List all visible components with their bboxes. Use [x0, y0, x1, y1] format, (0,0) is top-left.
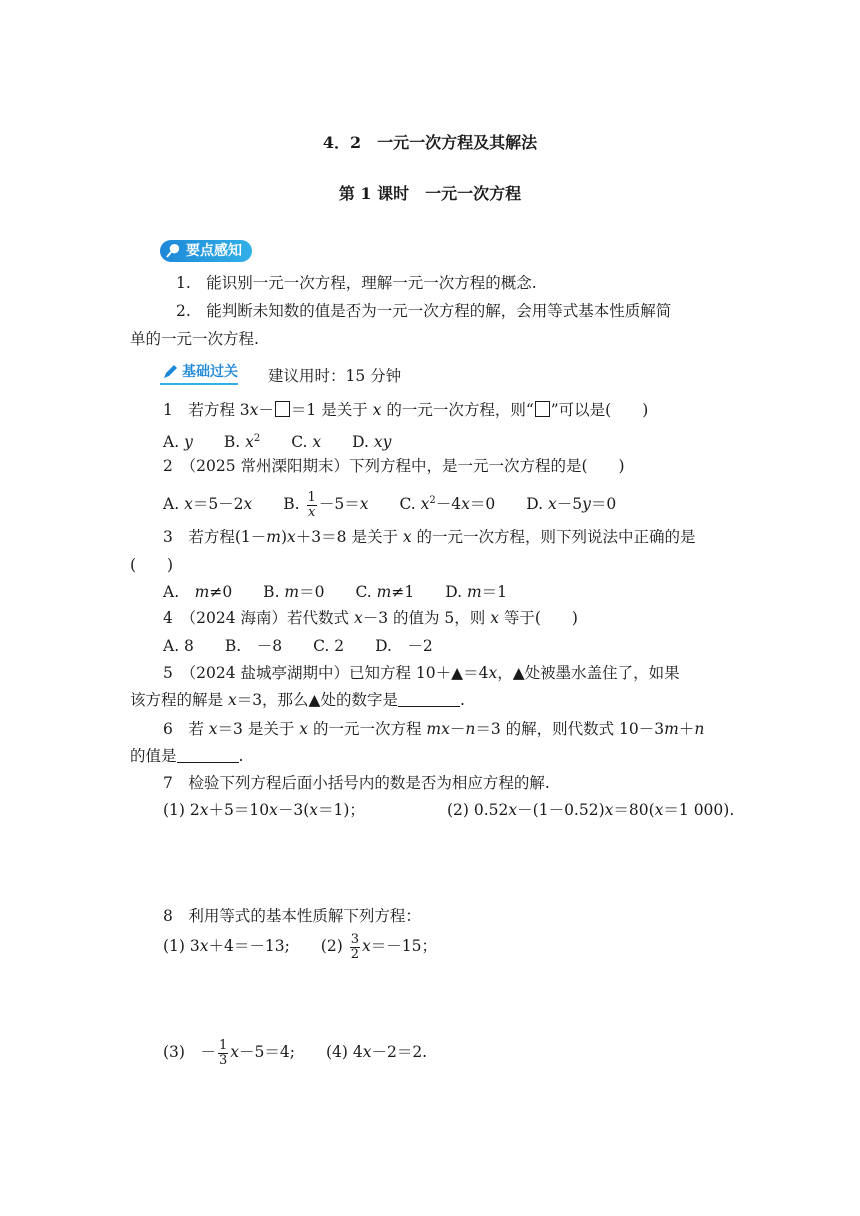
question-8: 8 利用等式的基本性质解下列方程： [163, 907, 421, 925]
question-8-row-1: (1) 3x＋4＝－13; (2) $\frac{3}{2}$ x＝－15； [163, 931, 437, 962]
basic-badge [160, 361, 238, 385]
key-point-2b: 单的一元一次方程. [130, 330, 259, 348]
lesson-title: 第 1 课时 一元一次方程 [338, 184, 522, 203]
key-point-2a: 2. 能判断未知数的值是否为一元一次方程的解，会用等式基本性质解简 [176, 302, 672, 320]
question-7-part-1: (1) 2x＋5＝10x－3(x＝1)； [163, 801, 365, 819]
key-points-label: 要点感知 [186, 243, 242, 259]
key-point-1: 1. 能识别一元一次方程，理解一元一次方程的概念. [176, 274, 537, 292]
question-7: 7 检验下列方程后面小括号内的数是否为相应方程的解. [163, 774, 550, 792]
question-5: 5 （2024 盐城亭湖期中）已知方程 10＋▲＝4x，▲处被墨水盖住了，如果 [163, 664, 680, 682]
key-points-badge [160, 240, 252, 262]
section-title: 4．2 一元一次方程及其解法 [322, 133, 538, 152]
question-3: 3 若方程(1－m)x＋3＝8 是关于 x 的一元一次方程，则下列说法中正确的是 [163, 528, 696, 546]
pencil-icon [162, 364, 178, 380]
question-2-options: A. x＝5－2x B. $\frac{1}{x}$ －5＝x C. $x^2-4x=0$ D. x－5y＝0 [163, 489, 617, 520]
question-4-options: A. 8 B. －8 C. 2 D. －2 [163, 637, 433, 655]
question-1-options: A. y B. $x^2$ C. x D. xy [163, 433, 392, 452]
question-2: 2 （2025 常州溧阳期末）下列方程中，是一元一次方程的是( ) [163, 457, 625, 475]
pushpin-icon [166, 243, 181, 258]
question-8-row-2: (3) － $\frac{1}{3}$ x－5＝4; (4) 4x－2＝2. [163, 1037, 428, 1068]
question-3-options: A. m≠0 B. m＝0 C. m≠1 D. m＝1 [163, 583, 508, 601]
question-6-cont: 的值是 . [130, 747, 244, 765]
suggested-time: 建议用时：15 分钟 [268, 367, 402, 385]
question-2-source: （2025 常州溧阳期末） [188, 457, 349, 475]
question-5-source: （2024 盐城亭湖期中） [188, 664, 349, 682]
question-3-paren: ( ) [130, 556, 174, 574]
question-4-source: （2024 海南） [188, 609, 287, 627]
question-7-part-2: (2) 0.52x－(1－0.52)x＝80(x＝1 000). [447, 801, 735, 819]
question-5-cont: 该方程的解是 x＝3，那么▲处的数字是 . [130, 691, 465, 709]
question-1: 1 若方程 3x－ ＝1 是关于 x 的一元一次方程，则“ ”可以是( ) [163, 401, 649, 419]
basic-label: 基础过关 [182, 364, 238, 380]
question-4: 4 （2024 海南）若代数式 x－3 的值为 5，则 x 等于( ) [163, 609, 578, 627]
question-6: 6 若 x＝3 是关于 x 的一元一次方程 mx－n＝3 的解，则代数式 10－3m＋n [163, 720, 705, 738]
